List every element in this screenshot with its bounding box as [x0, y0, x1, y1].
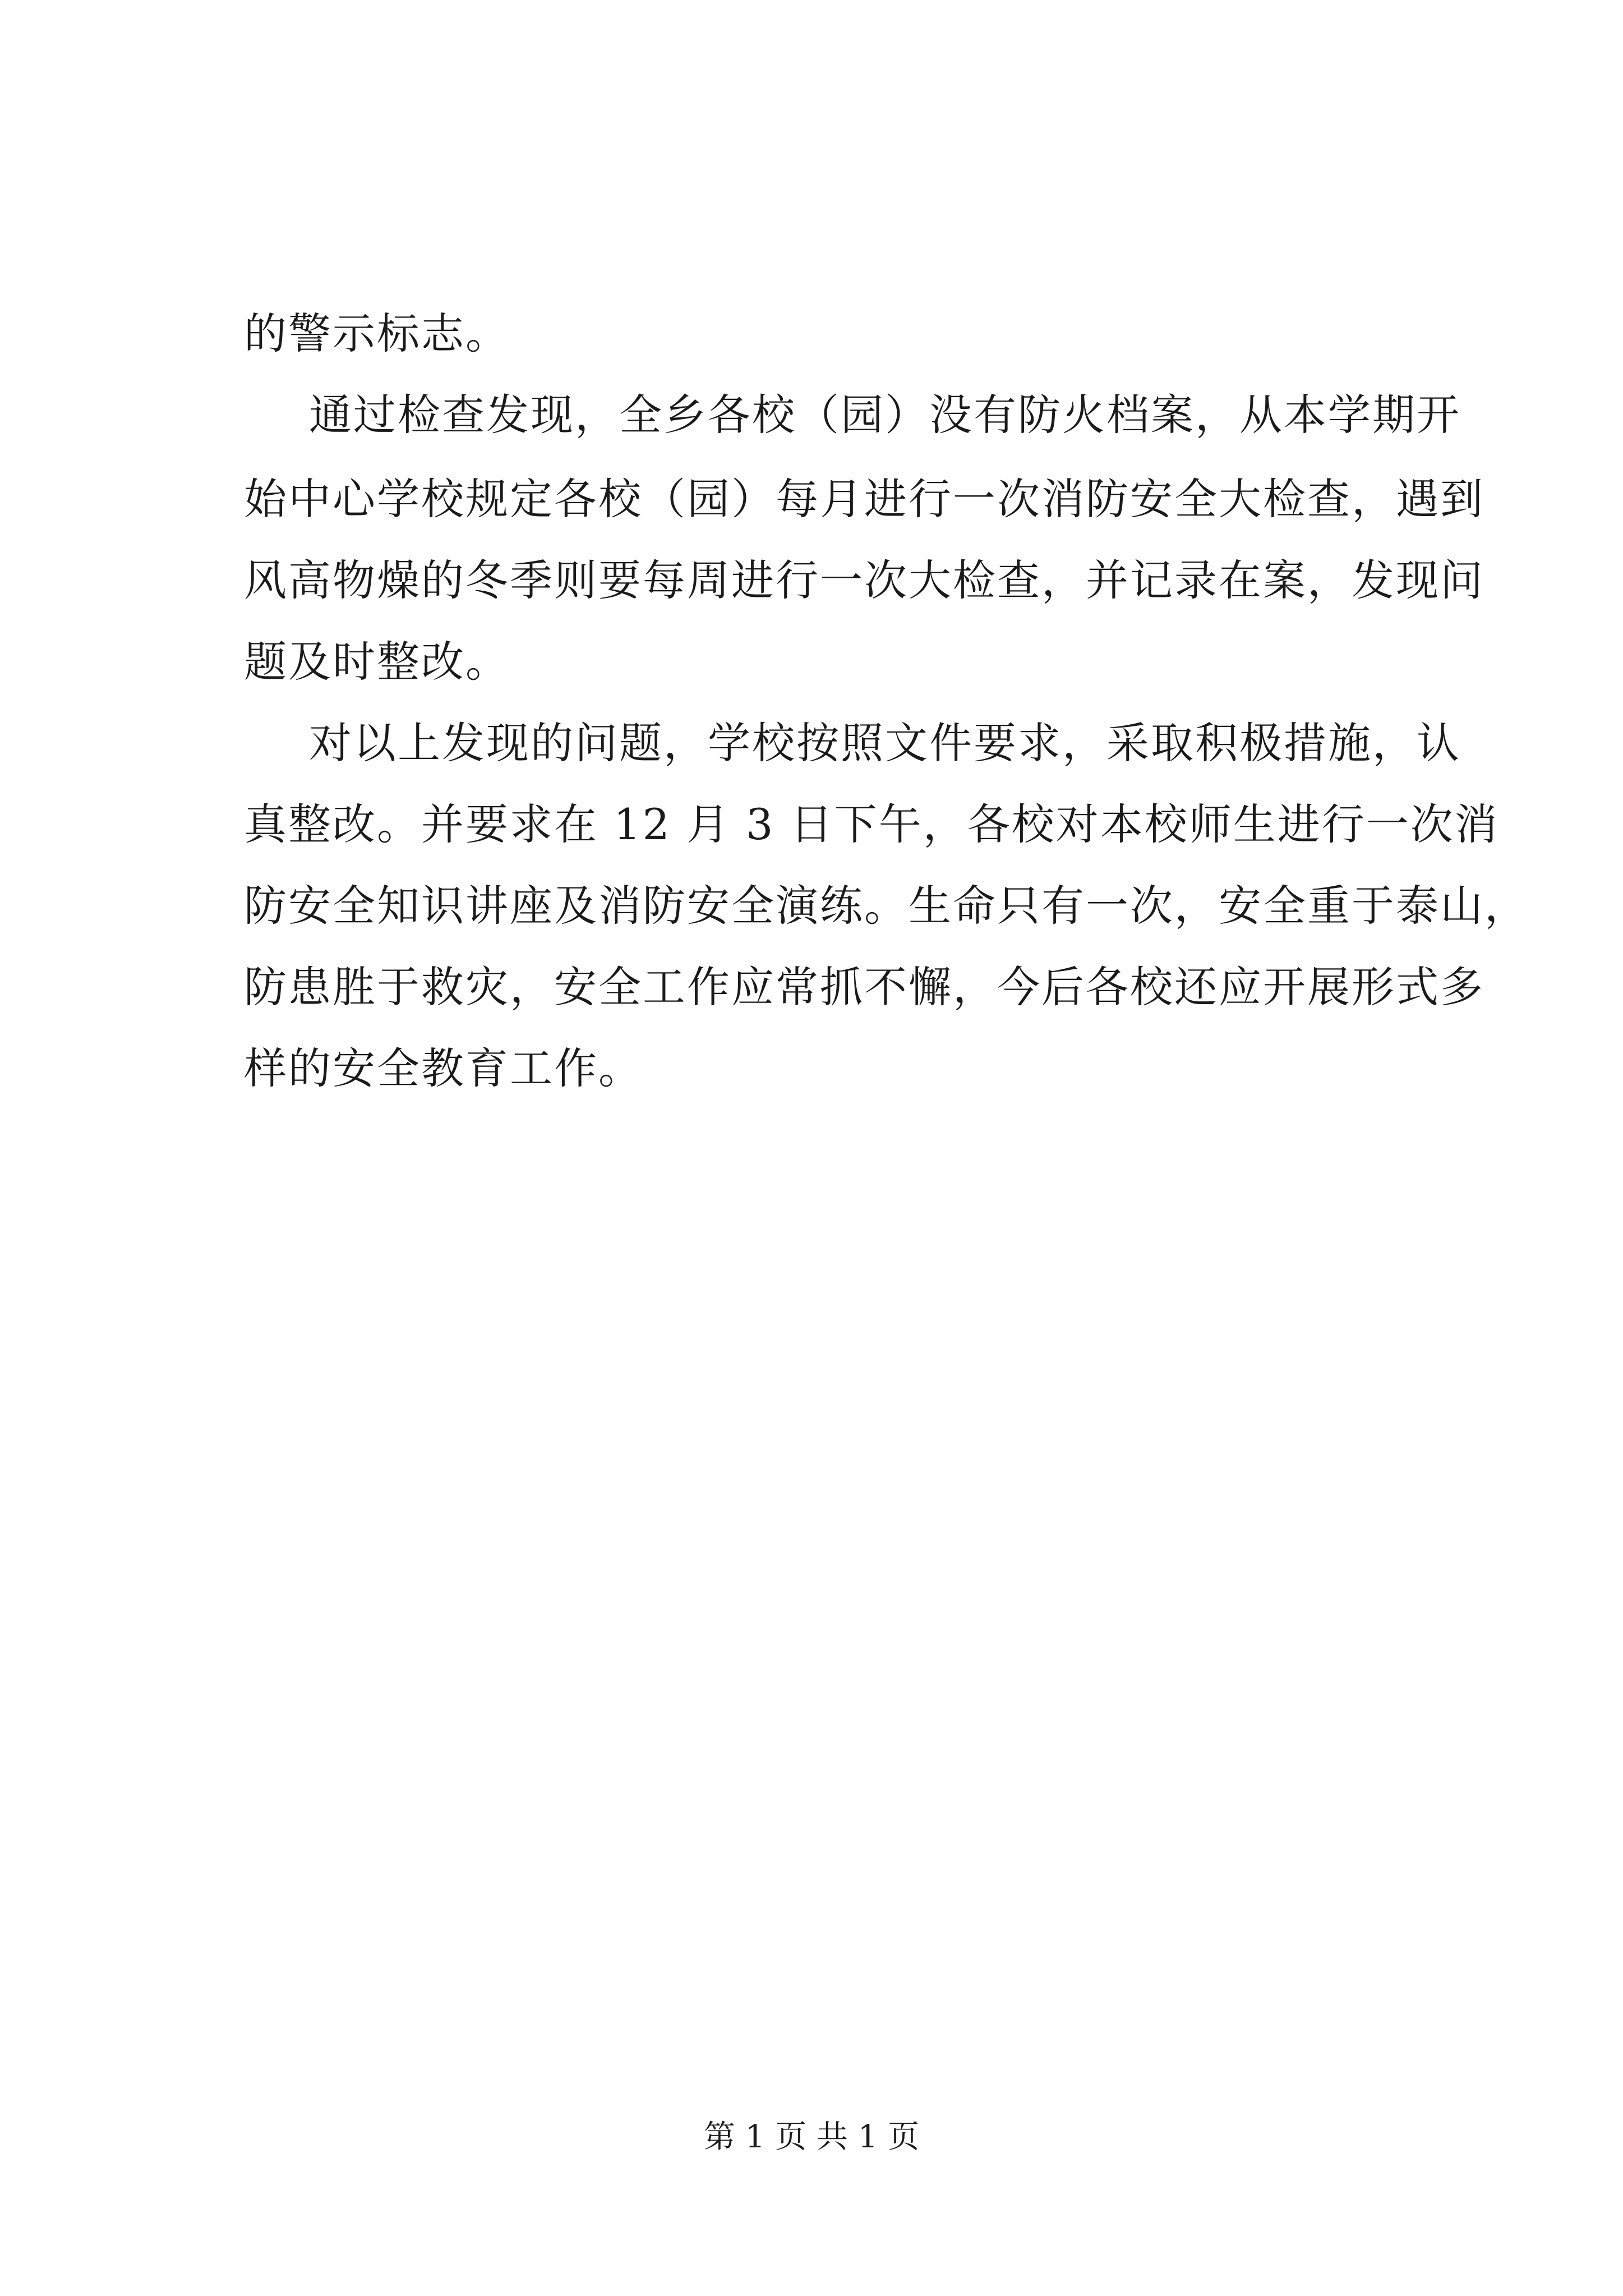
- body-line-1: 的警示标志。: [244, 309, 510, 358]
- paragraph-2-line-4: 题及时整改。: [244, 637, 510, 687]
- paragraph-2-line-1: 通过检查发现，全乡各校（园）没有防火档案，从本学期开: [309, 390, 1461, 440]
- paragraph-3-line-3: 防安全知识讲座及消防安全演练。生命只有一次，安全重于泰山，: [244, 881, 1529, 931]
- paragraph-3-line-4: 防患胜于救灾，安全工作应常抓不懈，今后各校还应开展形式多: [244, 962, 1484, 1012]
- page-number-footer: 第 1 页 共 1 页: [703, 2119, 920, 2155]
- paragraph-3-line-1: 对以上发现的问题，学校按照文件要求，采取积极措施，认: [309, 718, 1461, 768]
- paragraph-2-line-3: 风高物燥的冬季则要每周进行一次大检查，并记录在案，发现问: [244, 555, 1484, 605]
- paragraph-3-line-2: 真整改。并要求在 12 月 3 日下午，各校对本校师生进行一次消: [244, 799, 1499, 849]
- paragraph-3-line-5: 样的安全教育工作。: [244, 1043, 643, 1093]
- paragraph-2-line-2: 始中心学校规定各校（园）每月进行一次消防安全大检查，遇到: [244, 474, 1484, 524]
